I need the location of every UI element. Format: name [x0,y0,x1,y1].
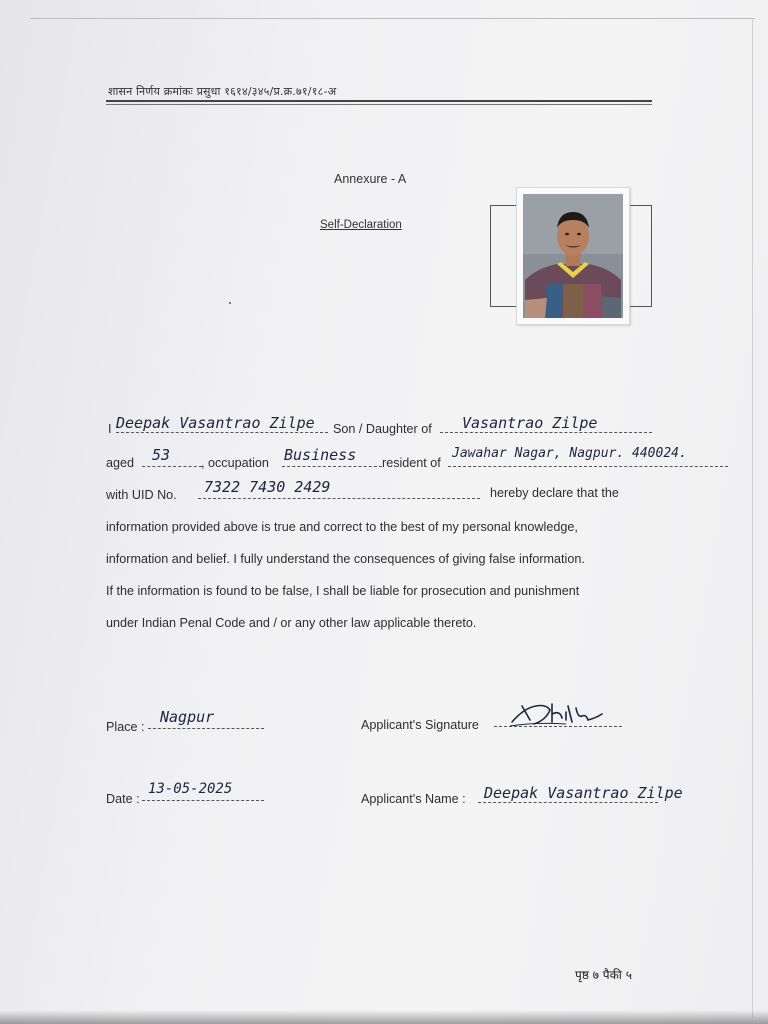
age-filled: 53 [152,446,171,464]
declaration-line-5: information and belief. I fully understand the consequences of giving false information. [106,552,585,566]
declaration-line-7: under Indian Penal Code and / or any other law applicable thereto. [106,616,477,630]
fill-line [198,498,480,499]
resident-label: resident of [382,456,441,470]
header-rule-thin [106,104,652,105]
occupation-label: , occupation [201,456,269,470]
fill-line [440,432,652,433]
annexure-title: Annexure - A [334,172,407,186]
signature-icon [506,700,606,732]
aged-label: aged [106,456,135,470]
fill-line [148,728,264,729]
fill-line [142,466,202,467]
page-number: पृष्ठ ७ पैकी ५ [575,968,632,982]
fill-line [448,466,728,467]
declaration-line-4: information provided above is true and correct to the best of my personal knowledge, [106,520,578,534]
father-name-filled: Vasantrao Zilpe [462,414,598,432]
address-filled: Jawahar Nagar, Nagpur. 440024. [452,446,687,461]
date-label: Date : [106,792,140,806]
fill-line [142,800,264,801]
applicant-signature [506,700,606,732]
person-photo-icon [517,188,629,324]
occupation-filled: Business [284,446,357,464]
son-daughter-label: Son / Daughter of [333,422,432,436]
prefix-i: I [108,422,112,436]
signature-label: Applicant's Signature [361,718,479,732]
page-bottom-shadow [0,1010,768,1024]
place-filled: Nagpur [160,708,215,726]
applicant-photo [516,187,630,325]
applicant-name-filled: Deepak Vasantrao Zilpe [116,414,315,432]
date-filled: 13-05-2025 [148,781,233,797]
uid-label: with UID No. [106,488,177,502]
declaration-line-6: If the information is found to be false, I shall be liable for prosecution and punishment [106,584,580,598]
applicant-name-label: Applicant's Name : [361,792,466,806]
header-rule [106,100,652,102]
fill-line [478,802,658,803]
stray-dot [229,302,231,304]
self-declaration-heading: Self-Declaration [320,219,402,231]
page-edge-line [30,18,755,19]
applicant-name-footer: Deepak Vasantrao Zilpe [484,784,683,802]
fill-line [282,466,382,467]
fill-line [116,432,328,433]
uid-filled: 7322 7430 2429 [204,478,331,496]
gr-reference: शासन निर्णय क्रमांकः प्रसुधा १६१४/३४५/प्र.क्र.७१/१८-अ [108,85,337,98]
page-edge-line-right [752,18,753,1018]
place-label: Place : [106,720,145,734]
hereby-text: hereby declare that the [490,486,619,500]
